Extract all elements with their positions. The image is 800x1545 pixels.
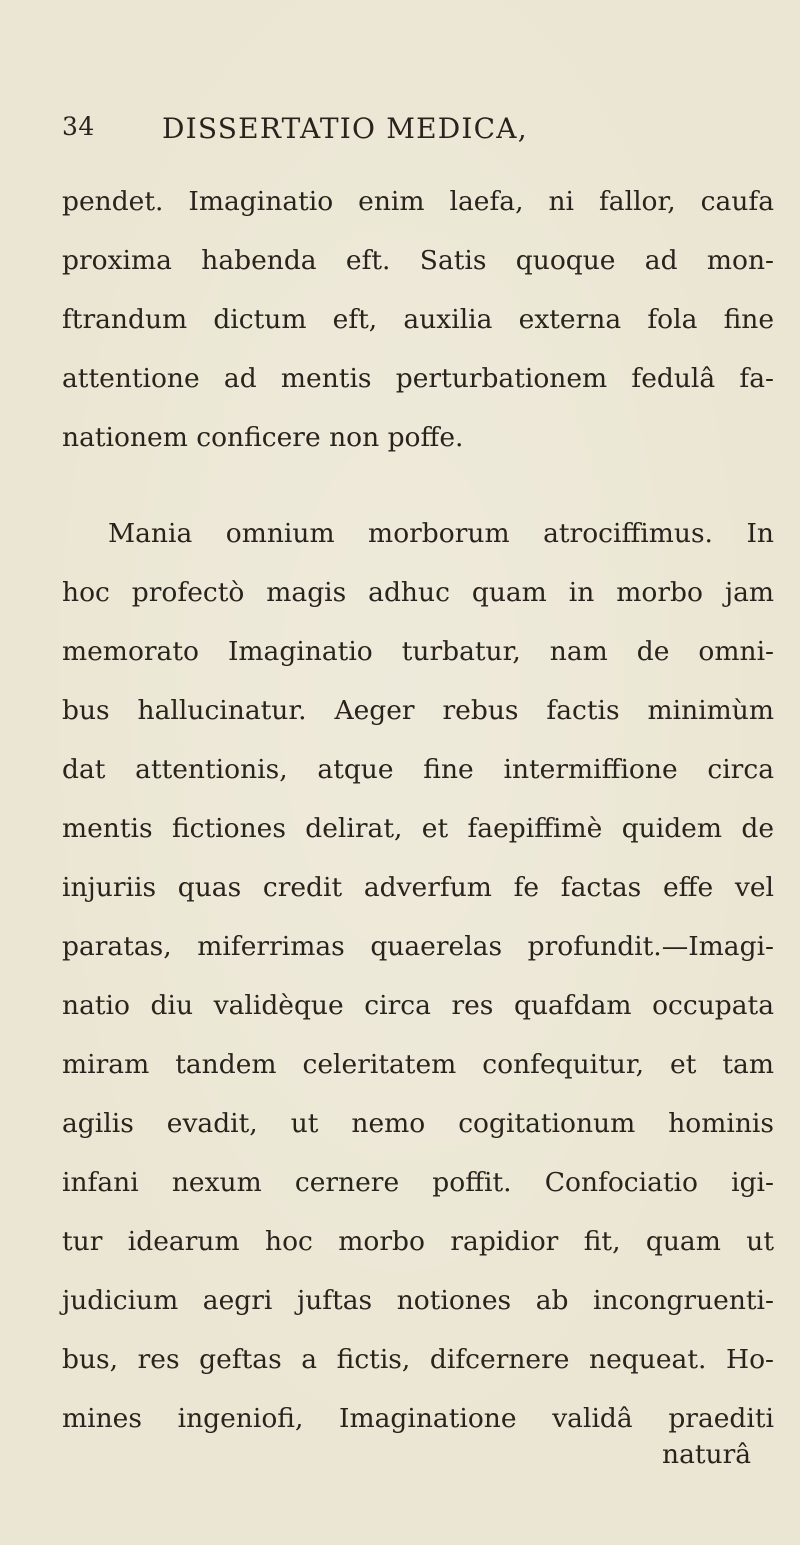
text-line: bus, res geftas a fictis, difcernere nequeat. Ho- bbox=[62, 1344, 774, 1375]
text-line: dat attentionis, atque fine intermiffione circa bbox=[62, 754, 774, 785]
text-line: miram tandem celeritatem confequitur, et tam bbox=[62, 1049, 774, 1080]
text-line: hoc profectò magis adhuc quam in morbo jam bbox=[62, 577, 774, 608]
catchword: naturâ bbox=[662, 1439, 752, 1470]
text-line: proxima habenda eft. Satis quoque ad mon- bbox=[62, 245, 774, 276]
text-line: mines ingeniofi, Imaginatione validâ praediti bbox=[62, 1403, 774, 1434]
text-line: attentione ad mentis perturbationem fedulâ fa- bbox=[62, 363, 774, 394]
text-line: agilis evadit, ut nemo cogitationum hominis bbox=[62, 1108, 774, 1139]
text-line: pendet. Imaginatio enim laefa, ni fallor, caufa bbox=[62, 186, 774, 217]
text-line: tur idearum hoc morbo rapidior fit, quam ut bbox=[62, 1226, 774, 1257]
paragraph-2 bbox=[62, 504, 774, 1448]
text-line: paratas, miferrimas quaerelas profundit.—Imagi- bbox=[62, 931, 774, 962]
text-line: judicium aegri juftas notiones ab incongruenti- bbox=[62, 1285, 774, 1316]
text-line: bus hallucinatur. Aeger rebus factis minimùm bbox=[62, 695, 774, 726]
text-line: injuriis quas credit adverfum fe factas effe vel bbox=[62, 872, 774, 903]
text-line: memorato Imaginatio turbatur, nam de omni- bbox=[62, 636, 774, 667]
text-line: mentis fictiones delirat, et faepiffimè quidem de bbox=[62, 813, 774, 844]
text-line: natio diu validèque circa res quafdam occupata bbox=[62, 990, 774, 1021]
text-line: Mania omnium morborum atrociffimus. In bbox=[108, 518, 774, 549]
body-text bbox=[62, 172, 774, 1448]
text-line: ftrandum dictum eft, auxilia externa fola fine bbox=[62, 304, 774, 335]
text-line: nationem conficere non poffe. bbox=[62, 422, 464, 453]
page-header bbox=[62, 112, 752, 152]
page-number: 34 bbox=[62, 112, 95, 141]
text-line: infani nexum cernere poffit. Confociatio igi- bbox=[62, 1167, 774, 1198]
paragraph-1 bbox=[62, 172, 774, 467]
running-title: DISSERTATIO MEDICA, bbox=[162, 112, 528, 145]
